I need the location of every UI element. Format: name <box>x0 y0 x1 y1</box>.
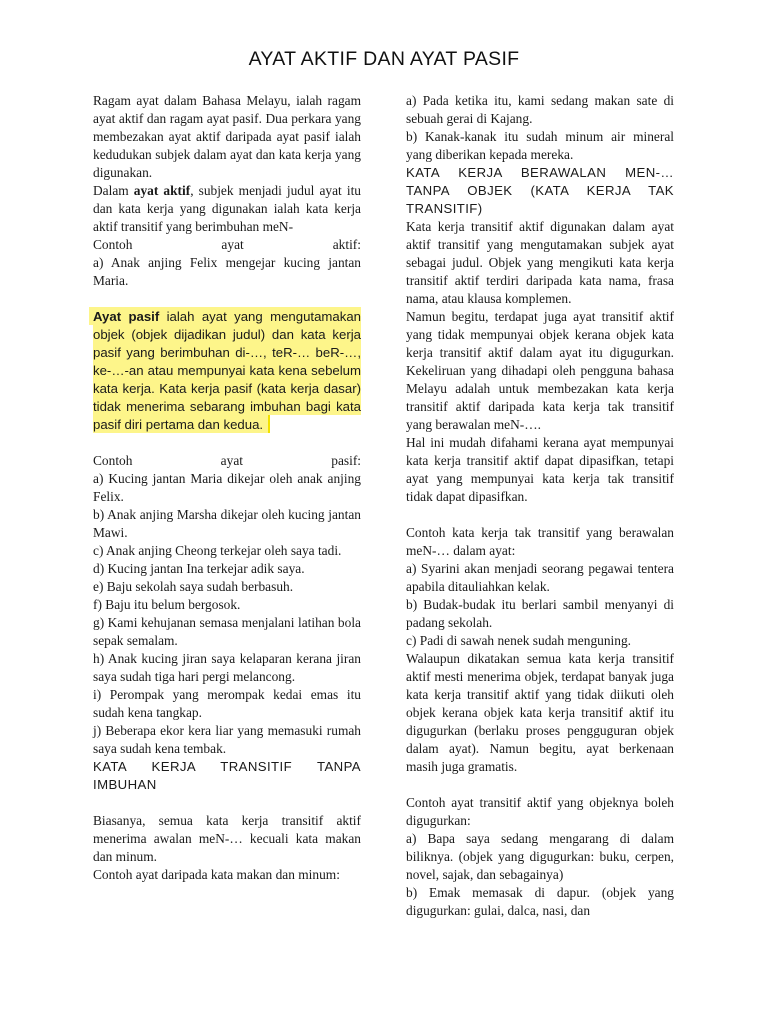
digugurkan-example-b: b) Emak memasak di dapur. (objek yang digugurkan: gulai, dalca, nasi, dan <box>406 885 674 918</box>
heading-tanpa-objek: KATA KERJA BERAWALAN MEN-… TANPA OBJEK (KATA KERJA TAK TRANSITIF) <box>406 165 674 216</box>
page-title: AYAT AKTIF DAN AYAT PASIF <box>248 48 520 70</box>
pasif-definition <box>93 308 361 434</box>
pasif-example-j: j) Beberapa ekor kera liar yang memasuki rumah saya sudah kena tembak. <box>93 723 361 756</box>
right-column <box>406 92 674 920</box>
biasanya-paragraph: Biasanya, semua kata kerja transitif aktif menerima awalan meN-… kecuali kata makan dan minum. <box>93 813 361 864</box>
intro-paragraph: Ragam ayat dalam Bahasa Melayu, ialah ragam ayat aktif dan ragam ayat pasif. Dua perkara yang membezakan ayat aktif daripada ayat pasif ialah kedudukan subjek dalam ayat dan kata kerja yang digunakan. <box>93 93 361 180</box>
pasif-example-h: h) Anak kucing jiran saya kelaparan kerana jiran saya sudah tiga hari pergi melancong. <box>93 651 361 684</box>
pasif-highlight <box>89 307 361 433</box>
transitif-paragraph-2: Namun begitu, terdapat juga ayat transitif aktif yang tidak mempunyai objek kerana objek kata kerja transitif aktif dalam ayat itu digugurkan. Kekeliruan yang dihadapi oleh pengguna bahasa Melayu adalah untuk membezakan kata kerja transitif aktif daripada kata kerja tak transitif yang berawalan meN-…. <box>406 309 674 432</box>
aktif-definition <box>93 182 361 236</box>
aktif-example-label: Contoh ayat aktif: <box>93 237 361 252</box>
heading-tanpa-imbuhan: KATA KERJA TRANSITIF TANPA IMBUHAN <box>93 759 361 792</box>
contoh-digugurkan: Contoh ayat transitif aktif yang objeknya boleh digugurkan: <box>406 795 674 828</box>
pasif-example-i: i) Perompak yang merompak kedai emas itu sudah kena tangkap. <box>93 687 361 720</box>
pasif-example-g: g) Kami kehujanan semasa menjalani latihan bola sepak semalam. <box>93 615 361 648</box>
makan-example-a: a) Pada ketika itu, kami sedang makan sate di sebuah gerai di Kajang. <box>406 93 674 126</box>
left-column <box>93 92 361 884</box>
pasif-example-c: c) Anak anjing Cheong terkejar oleh saya tadi. <box>93 543 342 558</box>
pasif-example-b: b) Anak anjing Marsha dikejar oleh kucing jantan Mawi. <box>93 507 361 540</box>
pasif-example-a: a) Kucing jantan Maria dikejar oleh anak anjing Felix. <box>93 471 361 504</box>
digugurkan-example-a: a) Bapa saya sedang mengarang di dalam biliknya. (objek yang digugurkan: buku, cerpen, novel, sajak, dan sebagainya) <box>406 831 674 882</box>
pasif-example-d: d) Kucing jantan Ina terkejar adik saya. <box>93 561 305 576</box>
tak-transitif-example-b: b) Budak-budak itu berlari sambil menyanyi di padang sekolah. <box>406 597 674 630</box>
aktif-pre: Dalam <box>93 183 134 198</box>
aktif-term: ayat aktif <box>133 183 191 198</box>
pasif-example-f: f) Baju itu belum bergosok. <box>93 597 241 612</box>
contoh-tak-transitif: Contoh kata kerja tak transitif yang berawalan meN-… dalam ayat: <box>406 525 674 558</box>
aktif-example-a: a) Anak anjing Felix mengejar kucing jantan Maria. <box>93 255 361 288</box>
pengguguran-paragraph: Walaupun dikatakan semua kata kerja transitif aktif mesti menerima objek, terdapat banyak juga kata kerja transitif aktif yang tidak diikuti oleh objek kerana objek kata kerja transitif aktif itu digugurkan (berlaku proses pengguguran objek dalam ayat). Namun begitu, ayat berkenaan masih juga gramatis. <box>406 651 674 774</box>
minum-example-b: b) Kanak-kanak itu sudah minum air mineral yang diberikan kepada mereka. <box>406 129 674 162</box>
aktif-post: , subjek menjadi judul ayat itu dan kata kerja yang digunakan ialah kata kerja aktif transitif yang berimbuhan meN- <box>93 183 361 234</box>
pasif-example-e: e) Baju sekolah saya sudah berbasuh. <box>93 579 294 594</box>
pasif-example-label: Contoh ayat pasif: <box>93 453 361 468</box>
transitif-paragraph-3: Hal ini mudah difahami kerana ayat mempunyai kata kerja transitif aktif dapat dipasifkan, tetapi ayat yang mempunyai kata kerja tak transitif tidak dapat dipasifkan. <box>406 435 674 504</box>
pasif-post: ialah ayat yang mengutamakan objek (objek dijadikan judul) dan kata kerja pasif yang berimbuhan di-…, teR-… beR-…, ke-…-an atau mempunyai kata kena sebelum kata kerja. Kata kerja pasif (kata kerja dasar) tidak menerima sebarang imbuhan bagi kata pasif diri pertama dan kedua. <box>93 309 361 432</box>
tak-transitif-example-a: a) Syarini akan menjadi seorang pegawai tentera apabila ditauliahkan kelak. <box>406 561 674 594</box>
transitif-paragraph-1: Kata kerja transitif aktif digunakan dalam ayat aktif transitif yang mengutamakan subjek ayat sebagai judul. Objek yang mengikuti kata kerja transitif aktif terdiri daripada kata nama, frasa nama, atau klausa komplemen. <box>406 219 674 306</box>
contoh-makan-minum: Contoh ayat daripada kata makan dan minum: <box>93 867 340 882</box>
pasif-term: Ayat pasif <box>93 309 160 324</box>
tak-transitif-example-c: c) Padi di sawah nenek sudah menguning. <box>406 633 631 648</box>
